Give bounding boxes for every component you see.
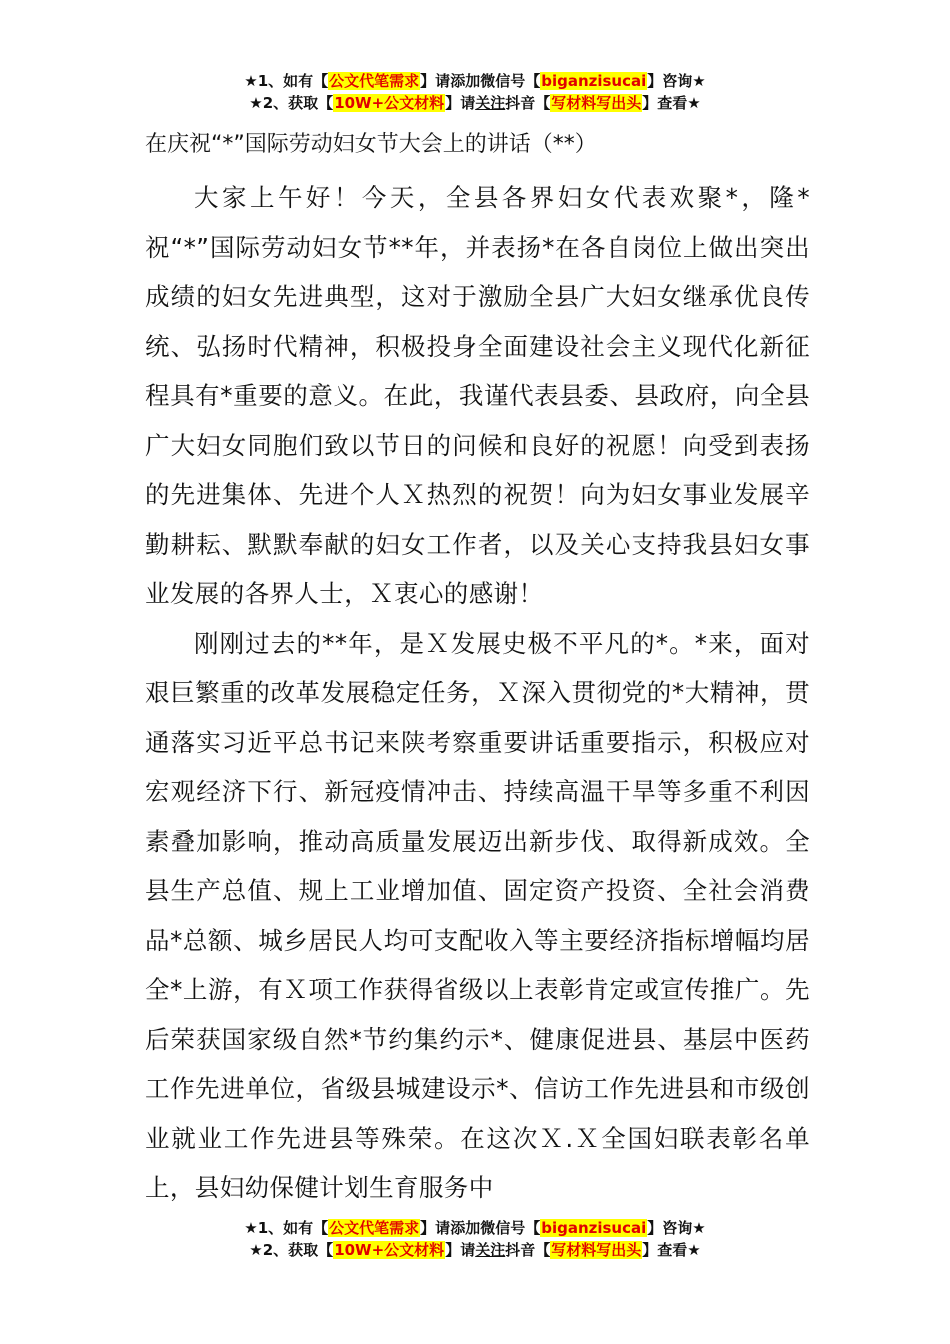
promo-text: ★2、获取【 <box>249 1241 334 1259</box>
promo-highlight-wechat-id: biganzisucai <box>541 1219 647 1237</box>
header-promo-banner <box>0 70 950 114</box>
promo-text: 】请 <box>445 1241 476 1259</box>
header-promo-line-1 <box>0 70 950 92</box>
promo-highlight-wechat-id: biganzisucai <box>541 72 647 90</box>
promo-text: 】请 <box>445 94 476 112</box>
promo-highlight-douyin-account: 写材料写出头 <box>551 1241 642 1259</box>
footer-promo-banner <box>0 1217 950 1261</box>
promo-text: 】查看★ <box>642 94 701 112</box>
header-promo-line-2 <box>0 92 950 114</box>
paragraph-greeting: 大家上午好！今天，全县各界妇女代表欢聚*，隆*祝“*”国际劳动妇女节**年，并表扬*在各自岗位上做出突出成绩的妇女先进典型，这对于激励全县广大妇女继承优良传统、弘扬时代精神，积极投身全面建设社会主义现代化新征程具有*重要的意义。在此，我谨代表县委、县政府，向全县广大妇女同胞们致以节日的问候和良好的祝愿！向受到表扬的先进集体、先进个人Ｘ热烈的祝贺！向为妇女事业发展辛勤耕耘、默默奉献的妇女工作者，以及关心支持我县妇女事业发展的各界人士，Ｘ衷心的感谢！ <box>145 183 810 608</box>
promo-text: 微信号【 <box>480 72 541 90</box>
promo-highlight-writing-service: 公文代笔需求 <box>329 1219 420 1237</box>
promo-text: 】查看★ <box>642 1241 701 1259</box>
document-title: 在庆祝“*”国际劳动妇女节大会上的讲话（**） <box>145 132 597 157</box>
promo-text: 】请 <box>420 72 451 90</box>
paragraph-review: 刚刚过去的**年，是Ｘ发展史极不平凡的*。*来，面对艰巨繁重的改革发展稳定任务，Ｘ深入贯彻党的*大精神，贯通落实习近平总书记来陕考察重要讲话重要指示，积极应对宏观经济下行、新冠疫情冲击、持续高温干旱等多重不利因素叠加影响，推动高质量发展迈出新步伐、取得新成效。全县生产总值、规上工业增加值、固定资产投资、全社会消费品*总额、城乡居民人均可支配收入等主要经济指标增幅均居全*上游，有Ｘ项工作获得省级以上表彰肯定或宣传推广。先后荣获国家级自然*节约集约示*、健康促进县、基层中医药工作先进单位，省级县城建设示*、信访工作先进县和市级创业就业工作先进县等殊荣。在这次Ｘ.Ｘ全国妇联表彰名单上，县妇幼保健计划生育服务中 <box>145 628 810 1202</box>
promo-text: 】请 <box>420 1219 451 1237</box>
promo-highlight-materials: 10W+公文材料 <box>334 1241 445 1259</box>
promo-emphasis: 添加 <box>450 72 481 90</box>
promo-highlight-materials: 10W+公文材料 <box>334 94 445 112</box>
footer-promo-line-1 <box>0 1217 950 1239</box>
promo-emphasis: 关注 <box>475 94 506 112</box>
promo-text: 抖音【 <box>505 1241 551 1259</box>
promo-highlight-writing-service: 公文代笔需求 <box>329 72 420 90</box>
promo-text: ★1、如有【 <box>244 72 329 90</box>
promo-text: 】咨询★ <box>647 1219 706 1237</box>
promo-text: ★2、获取【 <box>249 94 334 112</box>
promo-text: ★1、如有【 <box>244 1219 329 1237</box>
promo-highlight-douyin-account: 写材料写出头 <box>551 94 642 112</box>
promo-text: 】咨询★ <box>647 72 706 90</box>
promo-text: 抖音【 <box>505 94 551 112</box>
document-body <box>145 130 810 1213</box>
footer-promo-line-2 <box>0 1239 950 1261</box>
promo-text: 微信号【 <box>480 1219 541 1237</box>
promo-emphasis: 添加 <box>450 1219 481 1237</box>
promo-emphasis: 关注 <box>475 1241 506 1259</box>
